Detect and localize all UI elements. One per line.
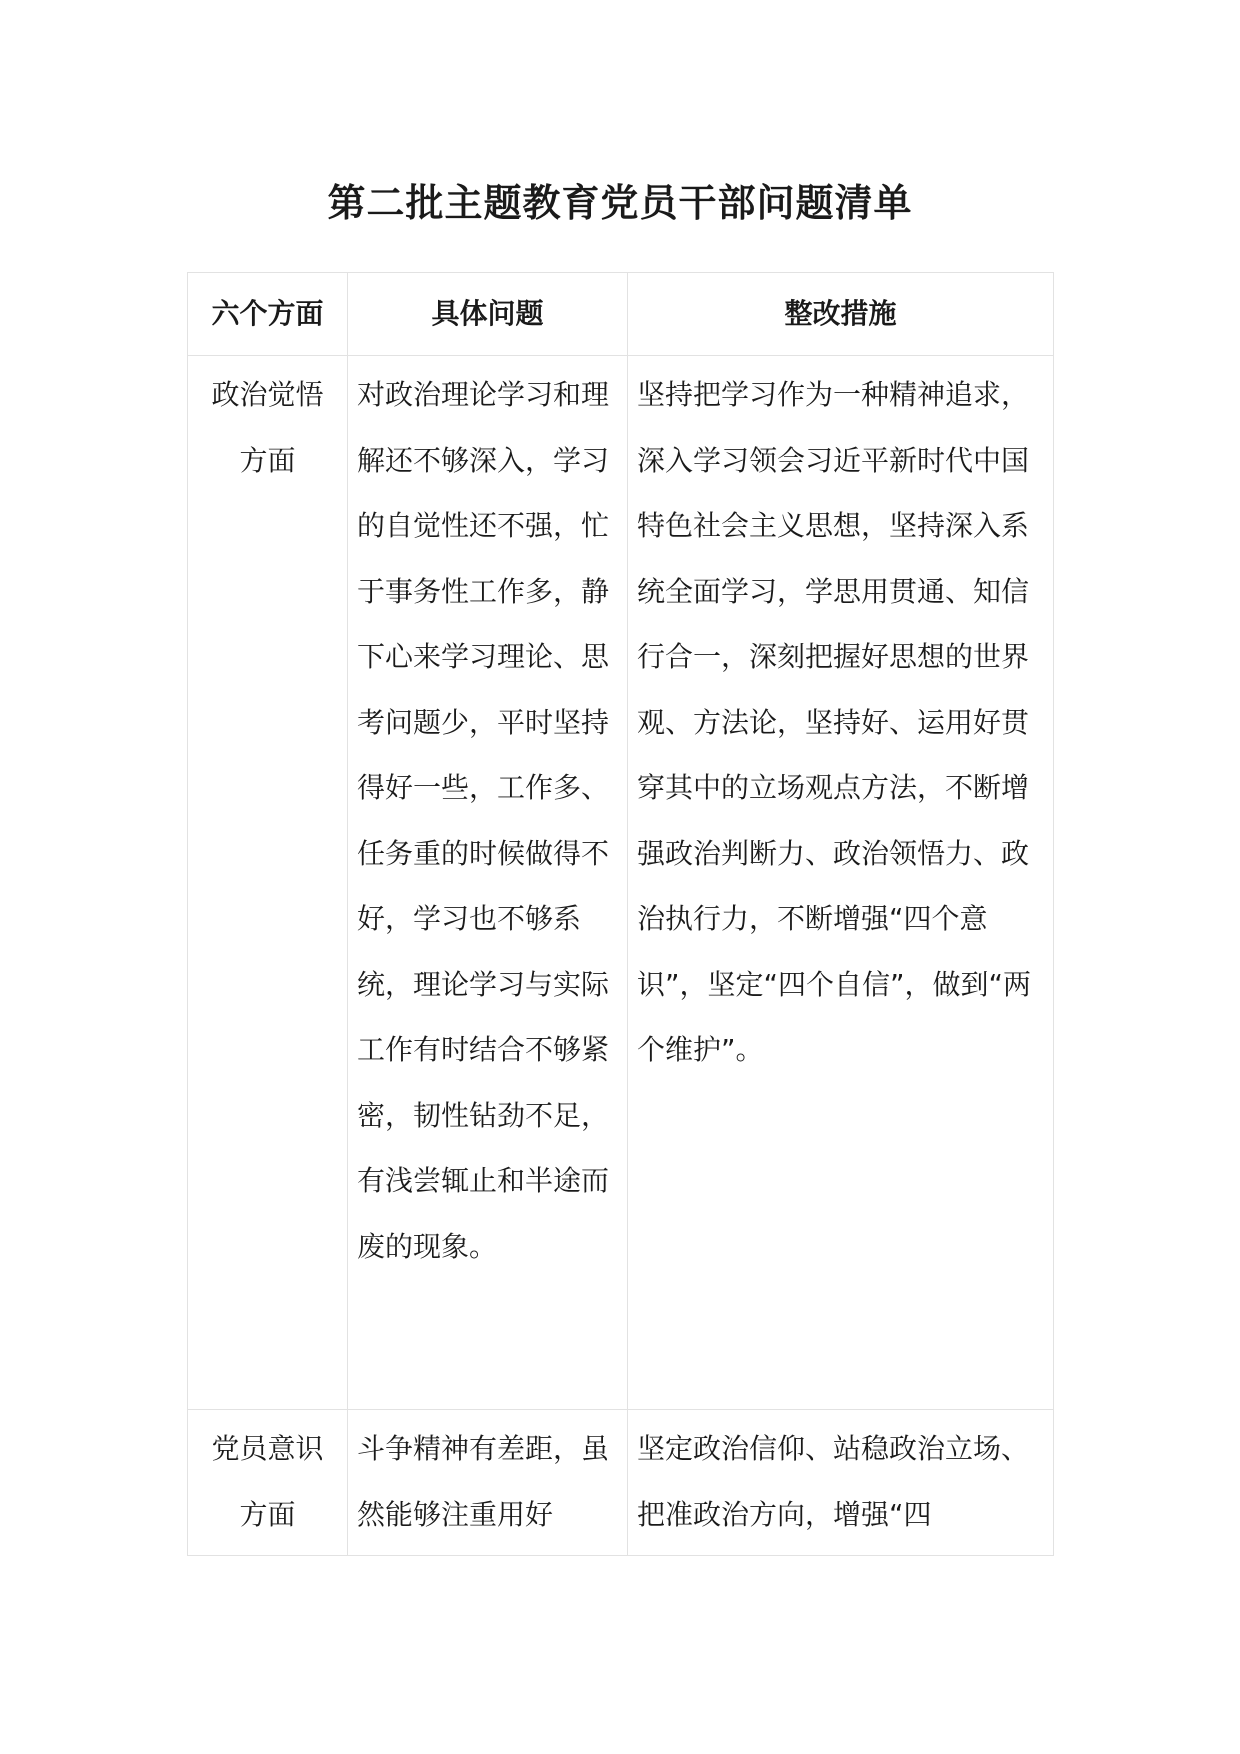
problem-cell bbox=[348, 356, 628, 1410]
table-header-row bbox=[188, 273, 1054, 356]
problem-text: 斗争精神有差距，虽然能够注重用好 bbox=[357, 1432, 610, 1531]
measure-cell bbox=[628, 1410, 1054, 1556]
aspect-text: 政治觉悟方面 bbox=[211, 378, 324, 477]
problem-list-table bbox=[187, 272, 1054, 1556]
problem-text: 对政治理论学习和理解还不够深入，学习的自觉性还不强，忙于事务性工作多，静下心来学习理论、思考问题少，平时坚持得好一些，工作多、任务重的时候做得不好，学习也不够系统，理论学习与实际工作有时结合不够紧密，韧性钻劲不足，有浅尝辄止和半途而废的现象。 bbox=[357, 378, 610, 1263]
problem-cell bbox=[348, 1410, 628, 1556]
document-title: 第二批主题教育党员干部问题清单 bbox=[327, 181, 913, 225]
header-problem: 具体问题 bbox=[348, 273, 628, 356]
aspect-cell bbox=[188, 1410, 348, 1556]
table-row bbox=[188, 356, 1054, 1410]
measure-text: 坚持把学习作为一种精神追求，深入学习领会习近平新时代中国特色社会主义思想，坚持深入系统全面学习，学思用贯通、知信行合一，深刻把握好思想的世界观、方法论，坚持好、运用好贯穿其中的立场观点方法，不断增强政治判断力、政治领悟力、政治执行力，不断增强“四个意识”，坚定“四个自信”，做到“两个维护”。 bbox=[637, 378, 1032, 1066]
measure-cell bbox=[628, 356, 1054, 1410]
aspect-text: 党员意识方面 bbox=[211, 1432, 324, 1531]
measure-text: 坚定政治信仰、站稳政治立场、把准政治方向，增强“四 bbox=[637, 1432, 1030, 1531]
header-aspect: 六个方面 bbox=[188, 273, 348, 356]
aspect-cell bbox=[188, 356, 348, 1410]
table-row bbox=[188, 1410, 1054, 1556]
header-measure: 整改措施 bbox=[628, 273, 1054, 356]
